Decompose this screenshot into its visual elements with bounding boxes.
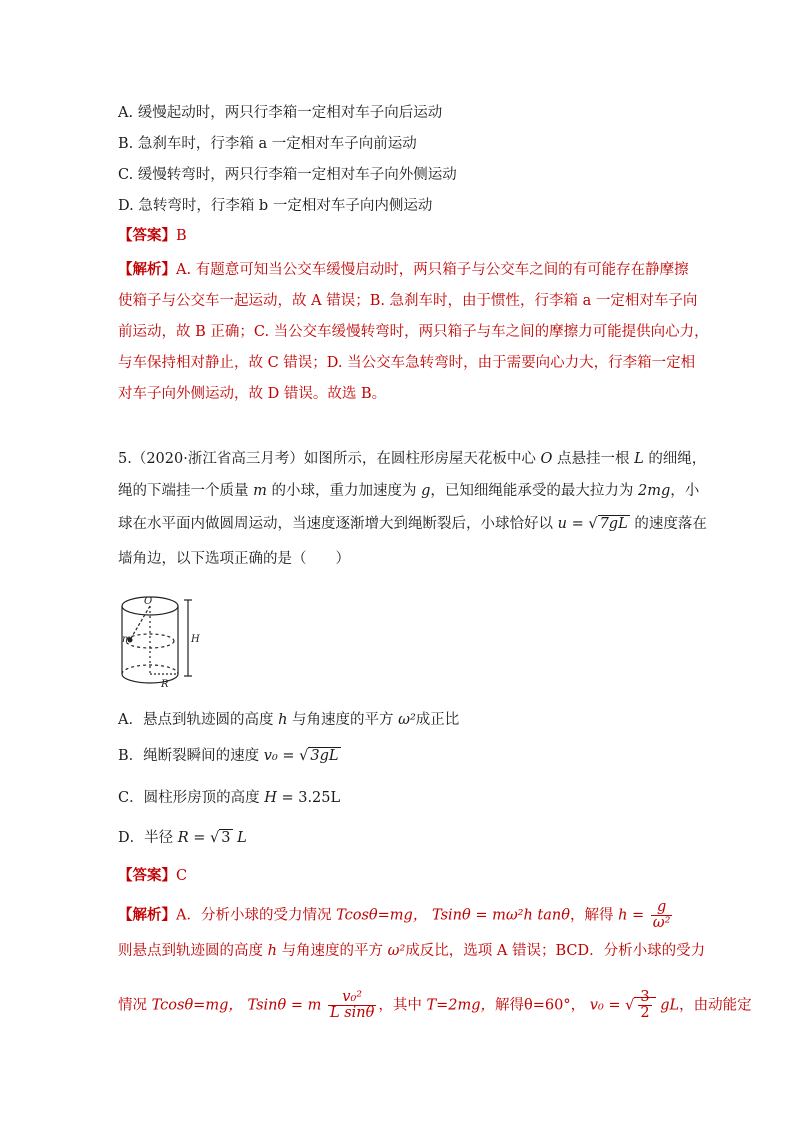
formula-tsin: Tsinθ = m xyxy=(247,997,322,1014)
analysis-label: 【解析】 xyxy=(118,261,176,278)
analysis-text: ，由动能定 xyxy=(679,997,752,1014)
label-h: H xyxy=(191,634,200,645)
fraction-v0-lsin: $\frac{\text{v₀²}}{\text{L sinθ}}$ xyxy=(329,989,375,1021)
analysis-label: 【解析】 xyxy=(118,906,176,924)
label-o: O xyxy=(144,596,153,607)
symbol-u: u xyxy=(557,516,567,532)
q4-analysis-line-4: 与车保持相对静止，故 C 错误；D. 当公交车急转弯时，由于需要向心力大，行李箱一定相 xyxy=(118,355,696,371)
formula-t: T=2mg， xyxy=(426,997,496,1014)
symbol-m: m xyxy=(253,483,267,499)
symbol-h-upper: H xyxy=(264,790,277,806)
cylinder-figure xyxy=(118,592,198,696)
answer-value: C xyxy=(176,868,188,884)
stem-text: 的细绳， xyxy=(648,451,707,467)
analysis-text: 成反比，选项 A 错误；BCD．分析小球的受力 xyxy=(405,943,706,959)
q4-option-b: B. 急刹车时，行李箱 a 一定相对车子向前运动 xyxy=(118,136,417,152)
q4-analysis-line-5: 对车子向外侧运动，故 D 错误。故选 B。 xyxy=(118,386,387,402)
q5-option-d xyxy=(118,828,247,848)
cylinder-bottom-front xyxy=(122,674,178,683)
option-text: 与角速度的平方 xyxy=(292,712,394,728)
option-text: A．悬点到轨迹圆的高度 xyxy=(118,712,274,728)
symbol-o: O xyxy=(540,451,553,467)
analysis-text: 情况 xyxy=(118,997,147,1014)
symbol-r: R xyxy=(177,830,189,846)
formula-h: h = xyxy=(618,907,645,924)
stem-text: 点悬挂一根 xyxy=(556,451,630,467)
stem-text: ，小 xyxy=(670,483,700,499)
symbol-omega-sq: ω² xyxy=(398,712,416,728)
formula-v0: v₀ = xyxy=(589,997,621,1014)
option-text: C．圆柱形房顶的高度 xyxy=(118,790,260,806)
q4-option-d: D. 急转弯时，行李箱 b 一定相对车子向内侧运动 xyxy=(118,198,433,214)
analysis-text: ，解得 xyxy=(569,907,614,924)
symbol-h: h xyxy=(267,943,277,959)
symbol-l: L xyxy=(634,451,644,467)
sqrt-3: √ 3 xyxy=(210,830,231,846)
sqrt-3-2: √ $\frac{3}{2}$ xyxy=(625,990,655,1021)
equals-sign: = xyxy=(193,830,206,846)
symbol-gl: gL xyxy=(660,997,680,1014)
q5-answer xyxy=(118,866,187,886)
stem-text: ，已知细绳能承受的最大拉力为 xyxy=(430,483,634,499)
label-r: R xyxy=(161,679,169,690)
formula-tcos: Tcosθ=mg， xyxy=(151,997,243,1014)
label-m: m xyxy=(122,634,132,645)
q4-analysis-line-1 xyxy=(118,260,689,280)
q5-option-a xyxy=(118,710,459,730)
analysis-text: 解得θ=60°， xyxy=(495,997,586,1014)
option-value: = 3.25L xyxy=(281,790,341,806)
q5-stem-line-4: 墙角边，以下选项正确的是（ ） xyxy=(118,551,350,567)
q5-analysis-line-1 xyxy=(118,900,674,931)
analysis-text: 则悬点到轨迹圆的高度 xyxy=(118,943,263,959)
analysis-text: 与角速度的平方 xyxy=(281,943,384,959)
symbol-l: L xyxy=(237,830,247,846)
stem-text: 的小球，重力加速度为 xyxy=(271,483,417,499)
q4-analysis-line-2: 使箱子与公交车一起运动，故 A 错误；B. 急刹车时，由于惯性，行李箱 a 一定相对车子向 xyxy=(118,293,698,309)
symbol-2mg: 2mg xyxy=(637,483,671,499)
fraction-g-omega: $\frac{g}{\text{ω²}}$ xyxy=(652,899,671,931)
q5-option-c xyxy=(118,788,340,808)
q4-option-a: A. 缓慢起动时，两只行李箱一定相对车子向后运动 xyxy=(118,105,443,121)
symbol-omega-sq: ω² xyxy=(387,943,406,959)
q4-answer xyxy=(118,226,187,246)
stem-text: 绳的下端挂一个质量 xyxy=(118,483,249,499)
stem-text: 的速度落在 xyxy=(634,516,707,532)
analysis-text: A．分析小球的受力情况 xyxy=(176,907,332,924)
sqrt-3gl: √ 3gL xyxy=(299,748,339,764)
formula-tsin: Tsinθ = mω²h tanθ xyxy=(431,907,570,924)
analysis-text: A. 有题意可知当公交车缓慢启动时，两只箱子与公交车之间的有可能存在静摩擦 xyxy=(176,262,689,278)
analysis-text: ，其中 xyxy=(378,997,422,1014)
equals-sign: = xyxy=(282,748,295,764)
formula-tcos: Tcosθ=mg， xyxy=(336,907,428,924)
q5-option-b xyxy=(118,746,341,766)
q5-stem-line-1 xyxy=(118,449,706,469)
symbol-v0: v₀ xyxy=(263,748,278,764)
option-text: B．绳断裂瞬间的速度 xyxy=(118,748,260,764)
answer-label: 【答案】 xyxy=(118,867,176,884)
stem-text: 球在水平面内做圆周运动，当速度逐渐增大到绳断裂后，小球恰好以 xyxy=(118,516,553,532)
q5-analysis-line-2 xyxy=(118,941,705,961)
q4-analysis-line-3: 前运动，故 B 正确；C. 当公交车缓慢转弯时，两只箱子与车之间的摩擦力可能提供向心力， xyxy=(118,324,709,340)
symbol-h: h xyxy=(278,712,288,728)
symbol-g: g xyxy=(421,483,431,499)
sqrt-7gl: √ 7gL xyxy=(588,516,628,532)
equals-sign: = xyxy=(571,516,584,532)
q4-option-c: C. 缓慢转弯时，两只行李箱一定相对车子向外侧运动 xyxy=(118,167,457,183)
stem-text: 5.（2020·浙江省高三月考）如图所示，在圆柱形房屋天花板中心 xyxy=(118,451,536,467)
q5-stem-line-3 xyxy=(118,514,707,534)
option-text: 成正比 xyxy=(415,712,460,728)
answer-label: 【答案】 xyxy=(118,227,176,244)
q5-analysis-line-3 xyxy=(118,990,752,1021)
option-text: D．半径 xyxy=(118,830,174,846)
q5-stem-line-2 xyxy=(118,481,699,501)
answer-value: B xyxy=(176,228,187,244)
